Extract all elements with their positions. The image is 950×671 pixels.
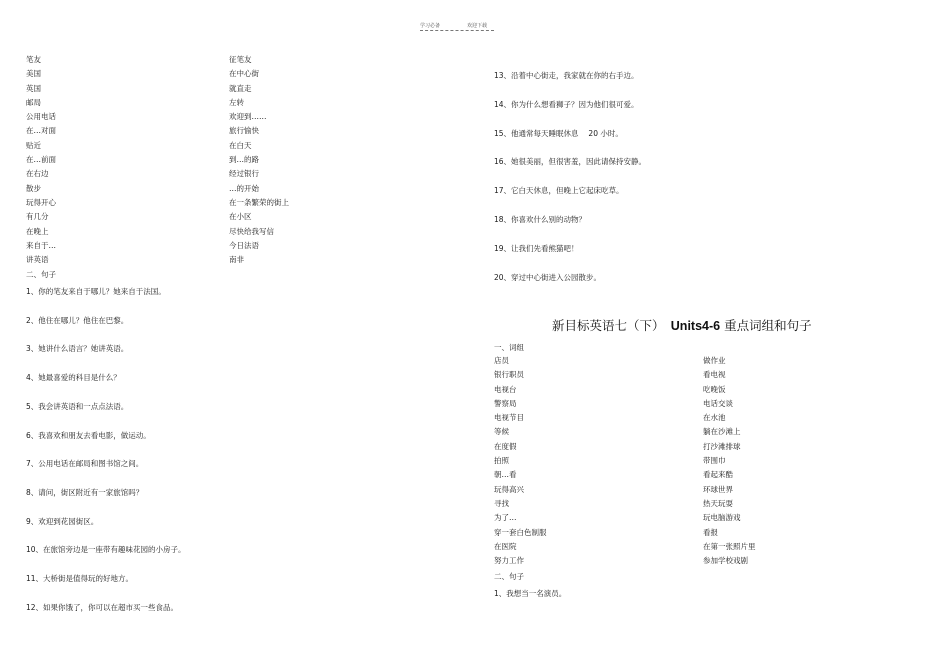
sentence-item: 5、我会讲英语和一点点法语。 xyxy=(26,401,129,411)
vocab-item: 店员 xyxy=(494,356,509,365)
sentence-item: 1、你的笔友来自于哪儿？她来自于法国。 xyxy=(26,287,166,296)
vocab-item: 英国 xyxy=(26,83,41,93)
vocab-item: 拍照 xyxy=(494,456,509,466)
vocab-item: 看起来酷 xyxy=(703,470,733,480)
vocab-item: 银行职员 xyxy=(494,370,524,380)
vocab-item: 散步 xyxy=(26,183,41,193)
page-header xyxy=(420,22,510,34)
vocab-item: 讲英语 xyxy=(26,255,49,265)
vocab-item: 参加学校戏剧 xyxy=(703,556,748,566)
vocab-item: 看电视 xyxy=(703,370,726,380)
sentence-item: 19、让我们先看熊猫吧！ xyxy=(494,243,579,253)
title-cn-suffix: 重点词组和句子 xyxy=(720,318,812,333)
vocab-item: 穿一套白色制服 xyxy=(494,527,547,537)
title-units: Units4-6 xyxy=(670,319,721,333)
vocab-item: 玩电脑游戏 xyxy=(703,513,741,523)
right-first-sentence: 1、我想当一名演员。 xyxy=(494,589,567,598)
vocab-item: 到…的路 xyxy=(229,155,259,165)
vocab-item: 玩得开心 xyxy=(26,197,56,207)
sentence-item: 3、她讲什么语言？她讲英语。 xyxy=(26,344,129,354)
vocab-item: 在中心街 xyxy=(229,69,259,79)
vocab-item: 看报 xyxy=(703,527,718,537)
vocab-item: 在右边 xyxy=(26,169,49,179)
vocab-item: 警察局 xyxy=(494,398,517,408)
vocab-item: 等候 xyxy=(494,427,509,437)
vocab-item: 左转 xyxy=(229,97,244,107)
sentence-item: 2、他住在哪儿？他住在巴黎。 xyxy=(26,315,129,325)
header-right-text: 欢迎下载 xyxy=(467,23,488,29)
left-vocab-col2 xyxy=(229,53,289,267)
vocab-item: 朝…看 xyxy=(494,470,517,480)
vocab-item: 为了… xyxy=(494,513,517,523)
section-title xyxy=(552,316,812,334)
vocab-item: 在度假 xyxy=(494,441,517,451)
left-section2-heading: 二、句子 xyxy=(26,270,56,279)
title-cn-prefix: 新目标英语七（下） xyxy=(552,318,659,333)
vocab-item: 欢迎到…… xyxy=(229,112,267,122)
vocab-item: 尽快给我写信 xyxy=(229,226,274,236)
vocab-item: 贴近 xyxy=(26,140,41,150)
vocab-item: 吃晚饭 xyxy=(703,384,726,394)
vocab-item: 旅行愉快 xyxy=(229,126,259,136)
vocab-item: 来自于… xyxy=(26,240,56,250)
vocab-item: 笔友 xyxy=(26,55,41,64)
vocab-item: 在一条繁荣的街上 xyxy=(229,197,289,207)
sentence-item: 11、大桥街是值得玩的好地方。 xyxy=(26,574,134,583)
vocab-item: 在…前面 xyxy=(26,155,56,165)
vocab-item: 寻找 xyxy=(494,498,509,508)
header-divider xyxy=(420,30,494,31)
vocab-item: 今日法语 xyxy=(229,240,259,250)
vocab-item: 努力工作 xyxy=(494,556,524,566)
sentence-item: 12、如果你饿了，你可以在超市买一些食品。 xyxy=(26,602,179,612)
vocab-item: 在白天 xyxy=(229,140,252,150)
vocab-item: 在小区 xyxy=(229,212,252,222)
vocab-item: 在晚上 xyxy=(26,226,49,236)
vocab-item: 公用电话 xyxy=(26,112,56,122)
sentence-item: 20、穿过中心街进入公园散步。 xyxy=(494,272,602,282)
vocab-item: 邮局 xyxy=(26,97,41,107)
sentence-item: 14、你为什么想看狮子？因为他们很可爱。 xyxy=(494,99,639,109)
vocab-item: 打沙滩排球 xyxy=(703,441,741,451)
vocab-item: 电视节目 xyxy=(494,413,524,423)
right-vocab-col1 xyxy=(494,354,547,568)
vocab-item: 在水池 xyxy=(703,413,726,423)
left-vocab-col1 xyxy=(26,53,56,267)
vocab-item: 经过银行 xyxy=(229,169,259,179)
sentence-item: 15、他通常每天睡眠休息 20 小时。 xyxy=(494,128,623,138)
sentence-item: 10、在旅馆旁边是一座带有趣味花园的小房子。 xyxy=(26,545,186,555)
vocab-item: 在医院 xyxy=(494,541,517,551)
sentence-item: 6、我喜欢和朋友去看电影，做运动。 xyxy=(26,430,151,440)
vocab-item: 征笔友 xyxy=(229,55,252,64)
vocab-item: 电视台 xyxy=(494,384,517,394)
sentence-item: 7、公用电话在邮局和图书馆之间。 xyxy=(26,459,144,469)
sentence-item: 17、它白天休息，但晚上它起床吃草。 xyxy=(494,186,624,196)
right-section2-heading: 二、句子 xyxy=(494,572,524,581)
sentence-item: 13、沿着中心街走，我家就在你的右手边。 xyxy=(494,71,639,80)
sentence-item: 16、她很美丽，但很害羞，因此请保持安静。 xyxy=(494,157,647,167)
vocab-item: 玩得高兴 xyxy=(494,484,524,494)
vocab-item: …的开始 xyxy=(229,183,259,193)
header-left-text: 学习必备 xyxy=(420,23,441,29)
vocab-item: 带围巾 xyxy=(703,456,726,466)
sentence-item: 18、你喜欢什么别的动物？ xyxy=(494,215,587,224)
vocab-item: 南非 xyxy=(229,255,244,265)
vocab-item: 躺在沙滩上 xyxy=(703,427,741,437)
right-section1-heading: 一、词组 xyxy=(494,343,524,352)
vocab-item: 在…对面 xyxy=(26,126,56,136)
vocab-item: 热天玩耍 xyxy=(703,498,733,508)
vocab-item: 有几分 xyxy=(26,212,49,222)
right-vocab-col2 xyxy=(703,354,756,568)
vocab-item: 做作业 xyxy=(703,356,726,365)
sentence-item: 8、请问，街区附近有一家旅馆吗？ xyxy=(26,487,144,497)
sentence-item: 9、欢迎到花园街区。 xyxy=(26,516,99,526)
vocab-item: 美国 xyxy=(26,69,41,79)
vocab-item: 在第一张照片里 xyxy=(703,541,756,551)
sentence-item: 4、她最喜爱的科目是什么？ xyxy=(26,373,121,383)
vocab-item: 电话交谈 xyxy=(703,398,733,408)
vocab-item: 就直走 xyxy=(229,83,252,93)
vocab-item: 环球世界 xyxy=(703,484,733,494)
